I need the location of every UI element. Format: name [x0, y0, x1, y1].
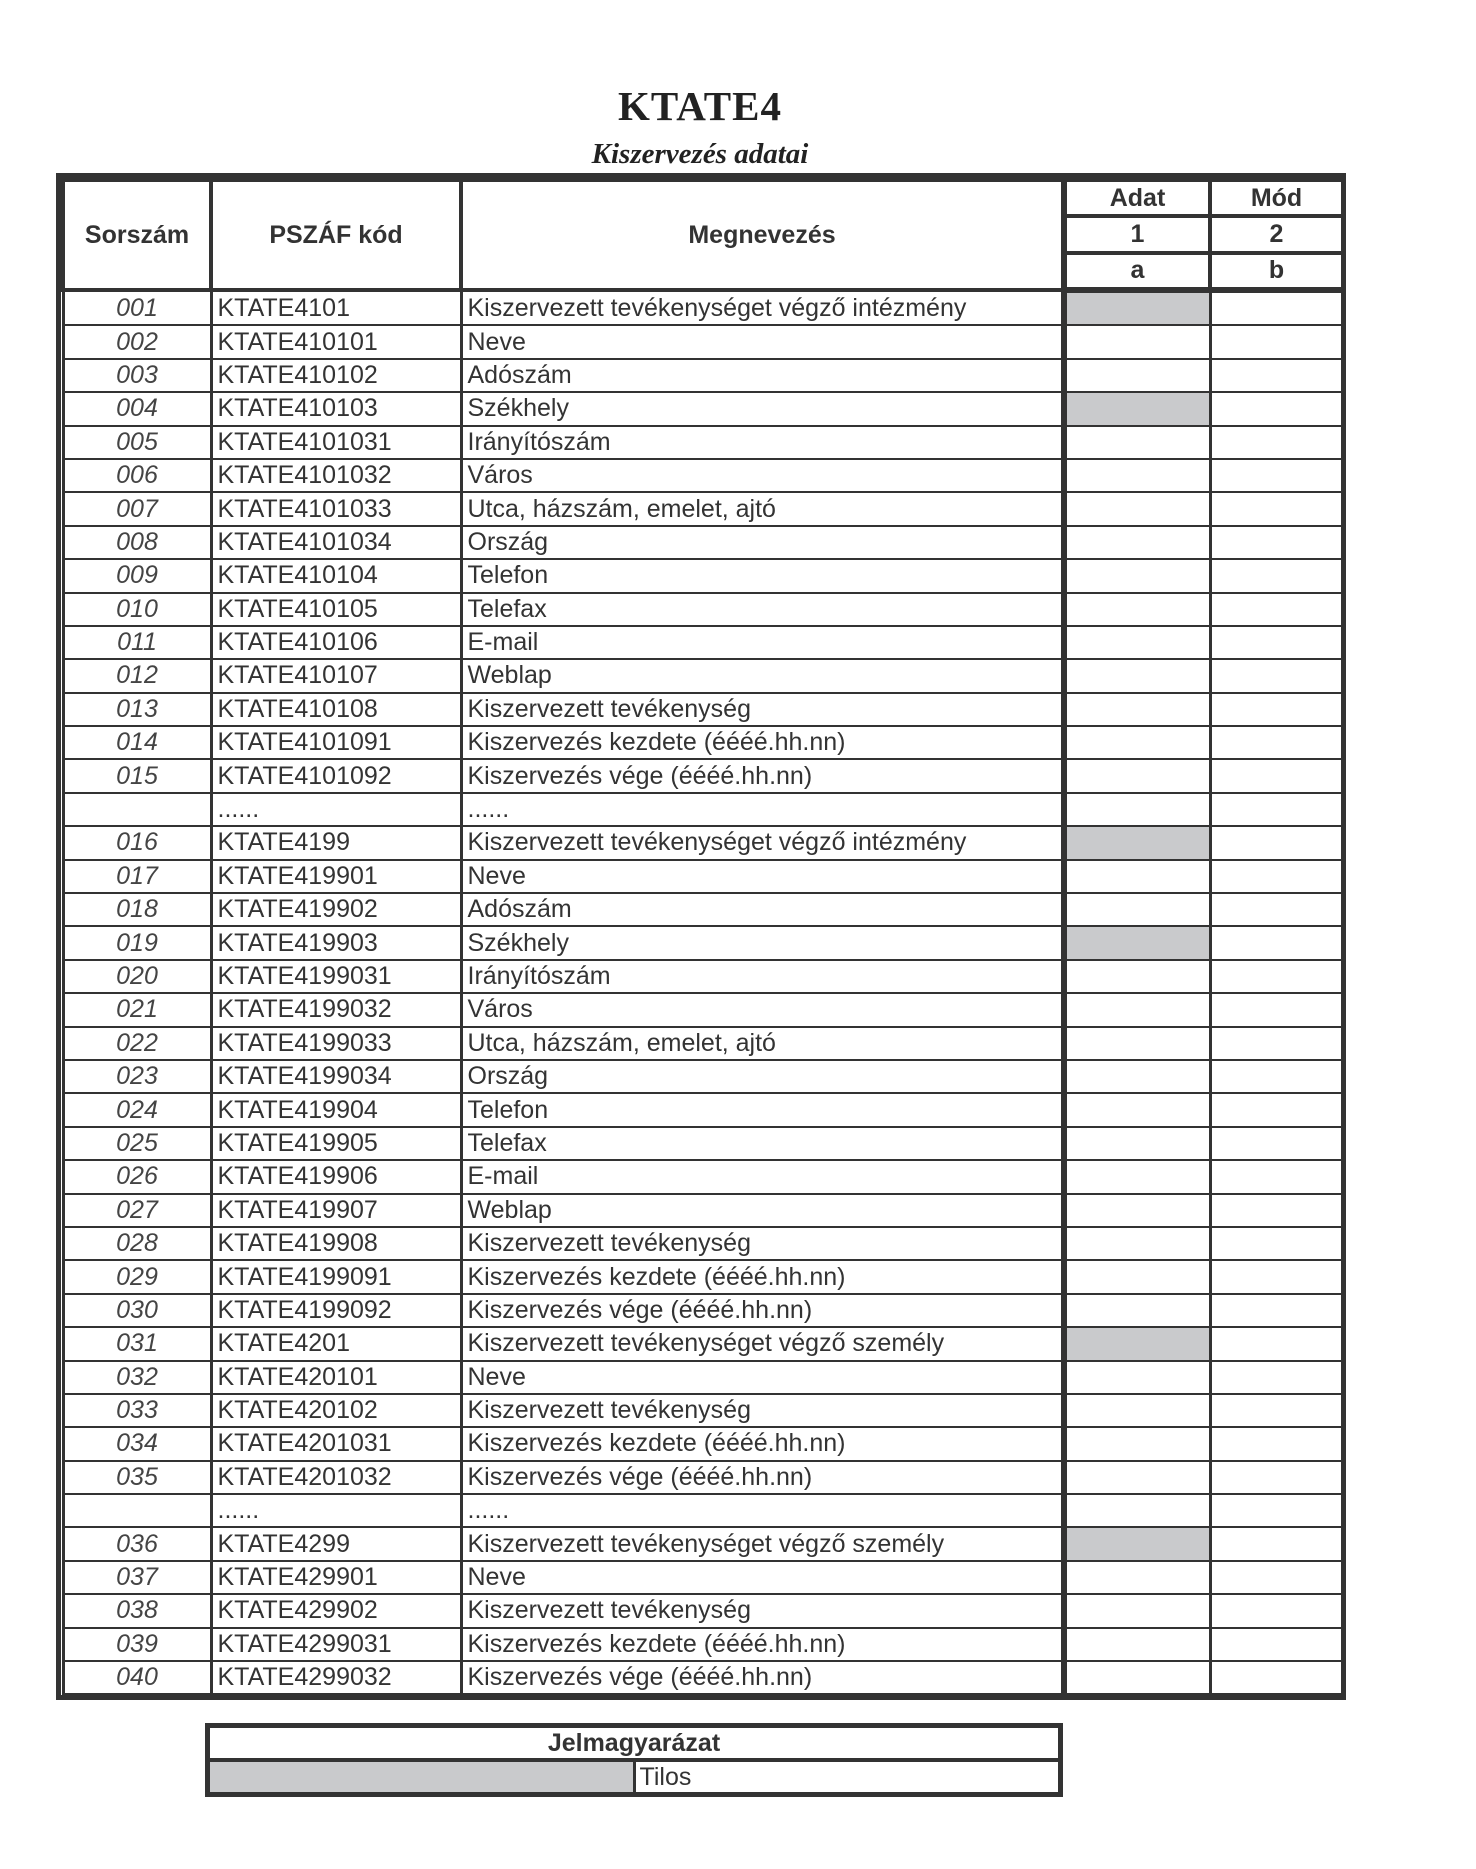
row-mod-cell[interactable] — [1210, 1361, 1343, 1394]
document-subtitle: Kiszervezés adatai — [591, 138, 809, 170]
row-pszaf-kod: KTATE419903 — [211, 926, 461, 959]
row-megnevezes: Kiszervezett tevékenység — [461, 1594, 1064, 1627]
row-megnevezes: Kiszervezett tevékenységet végző intézmény — [461, 290, 1064, 325]
row-mod-cell[interactable] — [1210, 860, 1343, 893]
table-row — [63, 926, 1343, 959]
table-row — [63, 1227, 1343, 1260]
row-pszaf-kod: KTATE4101034 — [211, 526, 461, 559]
row-mod-cell[interactable] — [1210, 1594, 1343, 1627]
row-pszaf-kod: KTATE410107 — [211, 659, 461, 692]
row-sorszam: 008 — [63, 526, 211, 559]
table-row — [63, 290, 1343, 325]
row-sorszam: 019 — [63, 926, 211, 959]
row-mod-cell[interactable] — [1210, 1127, 1343, 1160]
header-adat-number: 1 — [1064, 216, 1210, 252]
row-adat-cell[interactable] — [1064, 1027, 1210, 1060]
row-pszaf-kod: KTATE419904 — [211, 1093, 461, 1126]
row-megnevezes: Utca, házszám, emelet, ajtó — [461, 1027, 1064, 1060]
row-adat-cell[interactable] — [1064, 1394, 1210, 1427]
row-mod-cell[interactable] — [1210, 359, 1343, 392]
row-megnevezes: Neve — [461, 325, 1064, 358]
table-row — [63, 426, 1343, 459]
table-row — [63, 1427, 1343, 1460]
row-sorszam: 020 — [63, 960, 211, 993]
row-sorszam: 004 — [63, 392, 211, 425]
row-adat-cell[interactable] — [1064, 1594, 1210, 1627]
row-mod-cell[interactable] — [1210, 893, 1343, 926]
row-sorszam: 029 — [63, 1260, 211, 1293]
row-mod-cell[interactable] — [1210, 1260, 1343, 1293]
row-pszaf-kod: KTATE419907 — [211, 1194, 461, 1227]
row-sorszam: 040 — [63, 1661, 211, 1694]
row-megnevezes: Kiszervezett tevékenység — [461, 1394, 1064, 1427]
row-megnevezes: Neve — [461, 1361, 1064, 1394]
row-megnevezes: Város — [461, 459, 1064, 492]
row-mod-cell[interactable] — [1210, 960, 1343, 993]
table-row — [63, 826, 1343, 859]
row-adat-cell[interactable] — [1064, 793, 1210, 826]
row-adat-cell[interactable] — [1064, 1060, 1210, 1093]
row-pszaf-kod: KTATE419906 — [211, 1160, 461, 1193]
row-pszaf-kod: KTATE4201032 — [211, 1461, 461, 1494]
row-mod-cell[interactable] — [1210, 759, 1343, 792]
row-adat-cell[interactable] — [1064, 759, 1210, 792]
row-adat-cell[interactable] — [1064, 1494, 1210, 1527]
row-mod-cell[interactable] — [1210, 1327, 1343, 1360]
row-megnevezes: Telefon — [461, 559, 1064, 592]
table-row — [63, 526, 1343, 559]
legend-title: Jelmagyarázat — [210, 1728, 1058, 1760]
table-row — [63, 1093, 1343, 1126]
row-sorszam: 037 — [63, 1561, 211, 1594]
row-pszaf-kod: KTATE4201031 — [211, 1427, 461, 1460]
table-row — [63, 559, 1343, 592]
row-mod-cell[interactable] — [1210, 1294, 1343, 1327]
row-sorszam: 035 — [63, 1461, 211, 1494]
row-pszaf-kod: KTATE4201 — [211, 1327, 461, 1360]
table-row — [63, 1060, 1343, 1093]
row-mod-cell[interactable] — [1210, 793, 1343, 826]
row-adat-cell-forbidden — [1064, 392, 1210, 425]
row-adat-cell[interactable] — [1064, 325, 1210, 358]
row-megnevezes: Telefon — [461, 1093, 1064, 1126]
row-megnevezes: E-mail — [461, 1160, 1064, 1193]
row-pszaf-kod: KTATE4199033 — [211, 1027, 461, 1060]
row-mod-cell[interactable] — [1210, 492, 1343, 525]
row-adat-cell[interactable] — [1064, 893, 1210, 926]
row-megnevezes: Irányítószám — [461, 960, 1064, 993]
row-adat-cell[interactable] — [1064, 860, 1210, 893]
row-sorszam: 007 — [63, 492, 211, 525]
row-mod-cell[interactable] — [1210, 626, 1343, 659]
row-adat-cell[interactable] — [1064, 1628, 1210, 1661]
row-adat-cell[interactable] — [1064, 626, 1210, 659]
row-sorszam: 002 — [63, 325, 211, 358]
row-sorszam: 017 — [63, 860, 211, 893]
table-row — [63, 1361, 1343, 1394]
table-row — [63, 1594, 1343, 1627]
table-row — [63, 325, 1343, 358]
row-pszaf-kod: KTATE410103 — [211, 392, 461, 425]
row-pszaf-kod: KTATE4101032 — [211, 459, 461, 492]
row-sorszam: 030 — [63, 1294, 211, 1327]
row-pszaf-kod: KTATE4101092 — [211, 759, 461, 792]
row-adat-cell[interactable] — [1064, 1260, 1210, 1293]
row-mod-cell[interactable] — [1210, 1394, 1343, 1427]
row-pszaf-kod: KTATE4199032 — [211, 993, 461, 1026]
row-pszaf-kod: KTATE410101 — [211, 325, 461, 358]
header-sorszam: Sorszám — [63, 180, 211, 290]
table-row — [63, 1527, 1343, 1560]
row-mod-cell[interactable] — [1210, 1060, 1343, 1093]
table-row — [63, 1160, 1343, 1193]
row-mod-cell[interactable] — [1210, 526, 1343, 559]
row-sorszam: 027 — [63, 1194, 211, 1227]
row-sorszam: 005 — [63, 426, 211, 459]
row-mod-cell[interactable] — [1210, 926, 1343, 959]
table-row — [63, 1494, 1343, 1527]
row-sorszam: 006 — [63, 459, 211, 492]
row-sorszam: 038 — [63, 1594, 211, 1627]
row-adat-cell[interactable] — [1064, 659, 1210, 692]
row-adat-cell[interactable] — [1064, 1093, 1210, 1126]
table-row — [63, 593, 1343, 626]
table-row — [63, 1127, 1343, 1160]
row-pszaf-kod: KTATE410106 — [211, 626, 461, 659]
row-sorszam: 039 — [63, 1628, 211, 1661]
row-sorszam: 016 — [63, 826, 211, 859]
row-mod-cell[interactable] — [1210, 1561, 1343, 1594]
row-megnevezes: Kiszervezett tevékenység — [461, 693, 1064, 726]
table-row — [63, 1561, 1343, 1594]
row-megnevezes: Kiszervezés vége (éééé.hh.nn) — [461, 759, 1064, 792]
row-pszaf-kod: KTATE4101091 — [211, 726, 461, 759]
row-pszaf-kod: KTATE420101 — [211, 1361, 461, 1394]
row-pszaf-kod: KTATE419908 — [211, 1227, 461, 1260]
row-adat-cell-forbidden — [1064, 290, 1210, 325]
row-mod-cell[interactable] — [1210, 1461, 1343, 1494]
table-row — [63, 726, 1343, 759]
row-adat-cell[interactable] — [1064, 559, 1210, 592]
row-megnevezes: Telefax — [461, 1127, 1064, 1160]
row-mod-cell[interactable] — [1210, 459, 1343, 492]
row-mod-cell[interactable] — [1210, 290, 1343, 325]
row-pszaf-kod: KTATE410104 — [211, 559, 461, 592]
row-pszaf-kod: KTATE410102 — [211, 359, 461, 392]
table-row — [63, 659, 1343, 692]
row-megnevezes: Utca, házszám, emelet, ajtó — [461, 492, 1064, 525]
row-adat-cell-forbidden — [1064, 926, 1210, 959]
row-mod-cell[interactable] — [1210, 426, 1343, 459]
row-mod-cell[interactable] — [1210, 1527, 1343, 1560]
row-pszaf-kod: KTATE419902 — [211, 893, 461, 926]
row-adat-cell[interactable] — [1064, 459, 1210, 492]
header-adat-letter: a — [1064, 253, 1210, 290]
row-pszaf-kod: KTATE4199034 — [211, 1060, 461, 1093]
row-megnevezes: Kiszervezés vége (éééé.hh.nn) — [461, 1461, 1064, 1494]
row-adat-cell[interactable] — [1064, 1661, 1210, 1694]
legend-swatch-tilos — [210, 1760, 634, 1792]
table-row — [63, 359, 1343, 392]
header-pszaf-kod: PSZÁF kód — [211, 180, 461, 290]
row-pszaf-kod: KTATE4101031 — [211, 426, 461, 459]
row-adat-cell[interactable] — [1064, 1294, 1210, 1327]
row-sorszam: 013 — [63, 693, 211, 726]
row-megnevezes: Telefax — [461, 593, 1064, 626]
row-sorszam — [63, 1494, 211, 1527]
row-sorszam — [63, 793, 211, 826]
row-mod-cell[interactable] — [1210, 826, 1343, 859]
row-sorszam: 011 — [63, 626, 211, 659]
row-sorszam: 015 — [63, 759, 211, 792]
legend-label-tilos: Tilos — [639, 1762, 692, 1791]
row-sorszam: 031 — [63, 1327, 211, 1360]
row-pszaf-kod: KTATE4299 — [211, 1527, 461, 1560]
data-table — [56, 173, 1346, 1700]
table-row — [63, 993, 1343, 1026]
row-pszaf-kod: KTATE410105 — [211, 593, 461, 626]
row-adat-cell[interactable] — [1064, 593, 1210, 626]
row-megnevezes: ...... — [461, 1494, 1064, 1527]
row-mod-cell[interactable] — [1210, 993, 1343, 1026]
row-sorszam: 023 — [63, 1060, 211, 1093]
row-adat-cell[interactable] — [1064, 1160, 1210, 1193]
row-mod-cell[interactable] — [1210, 1027, 1343, 1060]
row-mod-cell[interactable] — [1210, 659, 1343, 692]
row-sorszam: 036 — [63, 1527, 211, 1560]
table-row — [63, 1394, 1343, 1427]
row-mod-cell[interactable] — [1210, 1160, 1343, 1193]
row-adat-cell[interactable] — [1064, 1461, 1210, 1494]
row-mod-cell[interactable] — [1210, 1194, 1343, 1227]
row-mod-cell[interactable] — [1210, 693, 1343, 726]
header-mod-letter: b — [1210, 253, 1343, 290]
row-megnevezes: ...... — [461, 793, 1064, 826]
row-adat-cell[interactable] — [1064, 359, 1210, 392]
table-row — [63, 1461, 1343, 1494]
row-megnevezes: Irányítószám — [461, 426, 1064, 459]
row-megnevezes: Ország — [461, 526, 1064, 559]
legend-row — [210, 1760, 1058, 1792]
row-sorszam: 033 — [63, 1394, 211, 1427]
row-pszaf-kod: KTATE4199092 — [211, 1294, 461, 1327]
row-adat-cell[interactable] — [1064, 1127, 1210, 1160]
row-megnevezes: Kiszervezett tevékenységet végző személy — [461, 1527, 1064, 1560]
row-megnevezes: Kiszervezés vége (éééé.hh.nn) — [461, 1661, 1064, 1694]
row-megnevezes: Neve — [461, 860, 1064, 893]
row-adat-cell[interactable] — [1064, 526, 1210, 559]
row-adat-cell[interactable] — [1064, 492, 1210, 525]
row-sorszam: 026 — [63, 1160, 211, 1193]
row-pszaf-kod: KTATE419901 — [211, 860, 461, 893]
row-mod-cell[interactable] — [1210, 1093, 1343, 1126]
row-mod-cell[interactable] — [1210, 559, 1343, 592]
row-megnevezes: Weblap — [461, 1194, 1064, 1227]
header-mod-number: 2 — [1210, 216, 1343, 252]
row-sorszam: 022 — [63, 1027, 211, 1060]
row-sorszam: 024 — [63, 1093, 211, 1126]
row-mod-cell[interactable] — [1210, 325, 1343, 358]
row-sorszam: 034 — [63, 1427, 211, 1460]
row-adat-cell[interactable] — [1064, 426, 1210, 459]
row-megnevezes: Adószám — [461, 359, 1064, 392]
row-pszaf-kod: KTATE4199091 — [211, 1260, 461, 1293]
row-megnevezes: E-mail — [461, 626, 1064, 659]
table-row — [63, 793, 1343, 826]
row-megnevezes: Kiszervezés kezdete (éééé.hh.nn) — [461, 1427, 1064, 1460]
row-pszaf-kod: KTATE4299032 — [211, 1661, 461, 1694]
row-adat-cell[interactable] — [1064, 726, 1210, 759]
row-sorszam: 012 — [63, 659, 211, 692]
row-mod-cell[interactable] — [1210, 726, 1343, 759]
table-row — [63, 693, 1343, 726]
row-pszaf-kod: KTATE4299031 — [211, 1628, 461, 1661]
row-megnevezes: Város — [461, 993, 1064, 1026]
row-mod-cell[interactable] — [1210, 593, 1343, 626]
row-sorszam: 009 — [63, 559, 211, 592]
row-sorszam: 025 — [63, 1127, 211, 1160]
row-mod-cell[interactable] — [1210, 392, 1343, 425]
table-row — [63, 1661, 1343, 1694]
row-adat-cell-forbidden — [1064, 1527, 1210, 1560]
table-row — [63, 1628, 1343, 1661]
row-sorszam: 021 — [63, 993, 211, 1026]
table-row — [63, 1194, 1343, 1227]
row-adat-cell-forbidden — [1064, 826, 1210, 859]
table-body — [63, 290, 1343, 1694]
row-sorszam: 014 — [63, 726, 211, 759]
row-pszaf-kod: KTATE410108 — [211, 693, 461, 726]
row-adat-cell[interactable] — [1064, 1427, 1210, 1460]
legend-table — [205, 1723, 1063, 1797]
row-adat-cell[interactable] — [1064, 1561, 1210, 1594]
row-pszaf-kod: ...... — [211, 1494, 461, 1527]
row-megnevezes: Weblap — [461, 659, 1064, 692]
table-row — [63, 860, 1343, 893]
row-adat-cell[interactable] — [1064, 693, 1210, 726]
row-mod-cell[interactable] — [1210, 1494, 1343, 1527]
table-row — [63, 1294, 1343, 1327]
row-pszaf-kod: KTATE4199 — [211, 826, 461, 859]
row-megnevezes: Kiszervezett tevékenység — [461, 1227, 1064, 1260]
table-row — [63, 459, 1343, 492]
row-pszaf-kod: KTATE429902 — [211, 1594, 461, 1627]
row-megnevezes: Székhely — [461, 392, 1064, 425]
table-header — [63, 180, 1343, 290]
row-sorszam: 003 — [63, 359, 211, 392]
row-pszaf-kod: ...... — [211, 793, 461, 826]
row-sorszam: 001 — [63, 290, 211, 325]
table-row — [63, 893, 1343, 926]
row-megnevezes: Adószám — [461, 893, 1064, 926]
row-megnevezes: Kiszervezés kezdete (éééé.hh.nn) — [461, 1260, 1064, 1293]
row-megnevezes: Kiszervezés kezdete (éééé.hh.nn) — [461, 1628, 1064, 1661]
row-megnevezes: Kiszervezés kezdete (éééé.hh.nn) — [461, 726, 1064, 759]
row-mod-cell[interactable] — [1210, 1661, 1343, 1694]
row-pszaf-kod: KTATE420102 — [211, 1394, 461, 1427]
row-pszaf-kod: KTATE419905 — [211, 1127, 461, 1160]
row-megnevezes: Kiszervezett tevékenységet végző intézmény — [461, 826, 1064, 859]
table-row — [63, 1327, 1343, 1360]
table-row — [63, 392, 1343, 425]
row-sorszam: 028 — [63, 1227, 211, 1260]
row-adat-cell[interactable] — [1064, 1361, 1210, 1394]
table-row — [63, 626, 1343, 659]
row-megnevezes: Kiszervezés vége (éééé.hh.nn) — [461, 1294, 1064, 1327]
row-sorszam: 032 — [63, 1361, 211, 1394]
row-sorszam: 010 — [63, 593, 211, 626]
row-mod-cell[interactable] — [1210, 1628, 1343, 1661]
row-megnevezes: Neve — [461, 1561, 1064, 1594]
table-row — [63, 960, 1343, 993]
row-pszaf-kod: KTATE4199031 — [211, 960, 461, 993]
row-megnevezes: Ország — [461, 1060, 1064, 1093]
table-row — [63, 1027, 1343, 1060]
row-adat-cell[interactable] — [1064, 993, 1210, 1026]
document-title: KTATE4 — [618, 83, 782, 129]
row-megnevezes: Kiszervezett tevékenységet végző személy — [461, 1327, 1064, 1360]
row-megnevezes: Székhely — [461, 926, 1064, 959]
row-mod-cell[interactable] — [1210, 1427, 1343, 1460]
row-adat-cell[interactable] — [1064, 960, 1210, 993]
table-row — [63, 492, 1343, 525]
header-megnevezes: Megnevezés — [461, 180, 1064, 290]
row-sorszam: 018 — [63, 893, 211, 926]
table-row — [63, 759, 1343, 792]
row-adat-cell[interactable] — [1064, 1194, 1210, 1227]
table-row — [63, 1260, 1343, 1293]
header-adat: Adat — [1064, 180, 1210, 216]
row-pszaf-kod: KTATE4101033 — [211, 492, 461, 525]
header-mod: Mód — [1210, 180, 1343, 216]
row-adat-cell[interactable] — [1064, 1227, 1210, 1260]
row-pszaf-kod: KTATE4101 — [211, 290, 461, 325]
row-adat-cell-forbidden — [1064, 1327, 1210, 1360]
row-mod-cell[interactable] — [1210, 1227, 1343, 1260]
row-pszaf-kod: KTATE429901 — [211, 1561, 461, 1594]
